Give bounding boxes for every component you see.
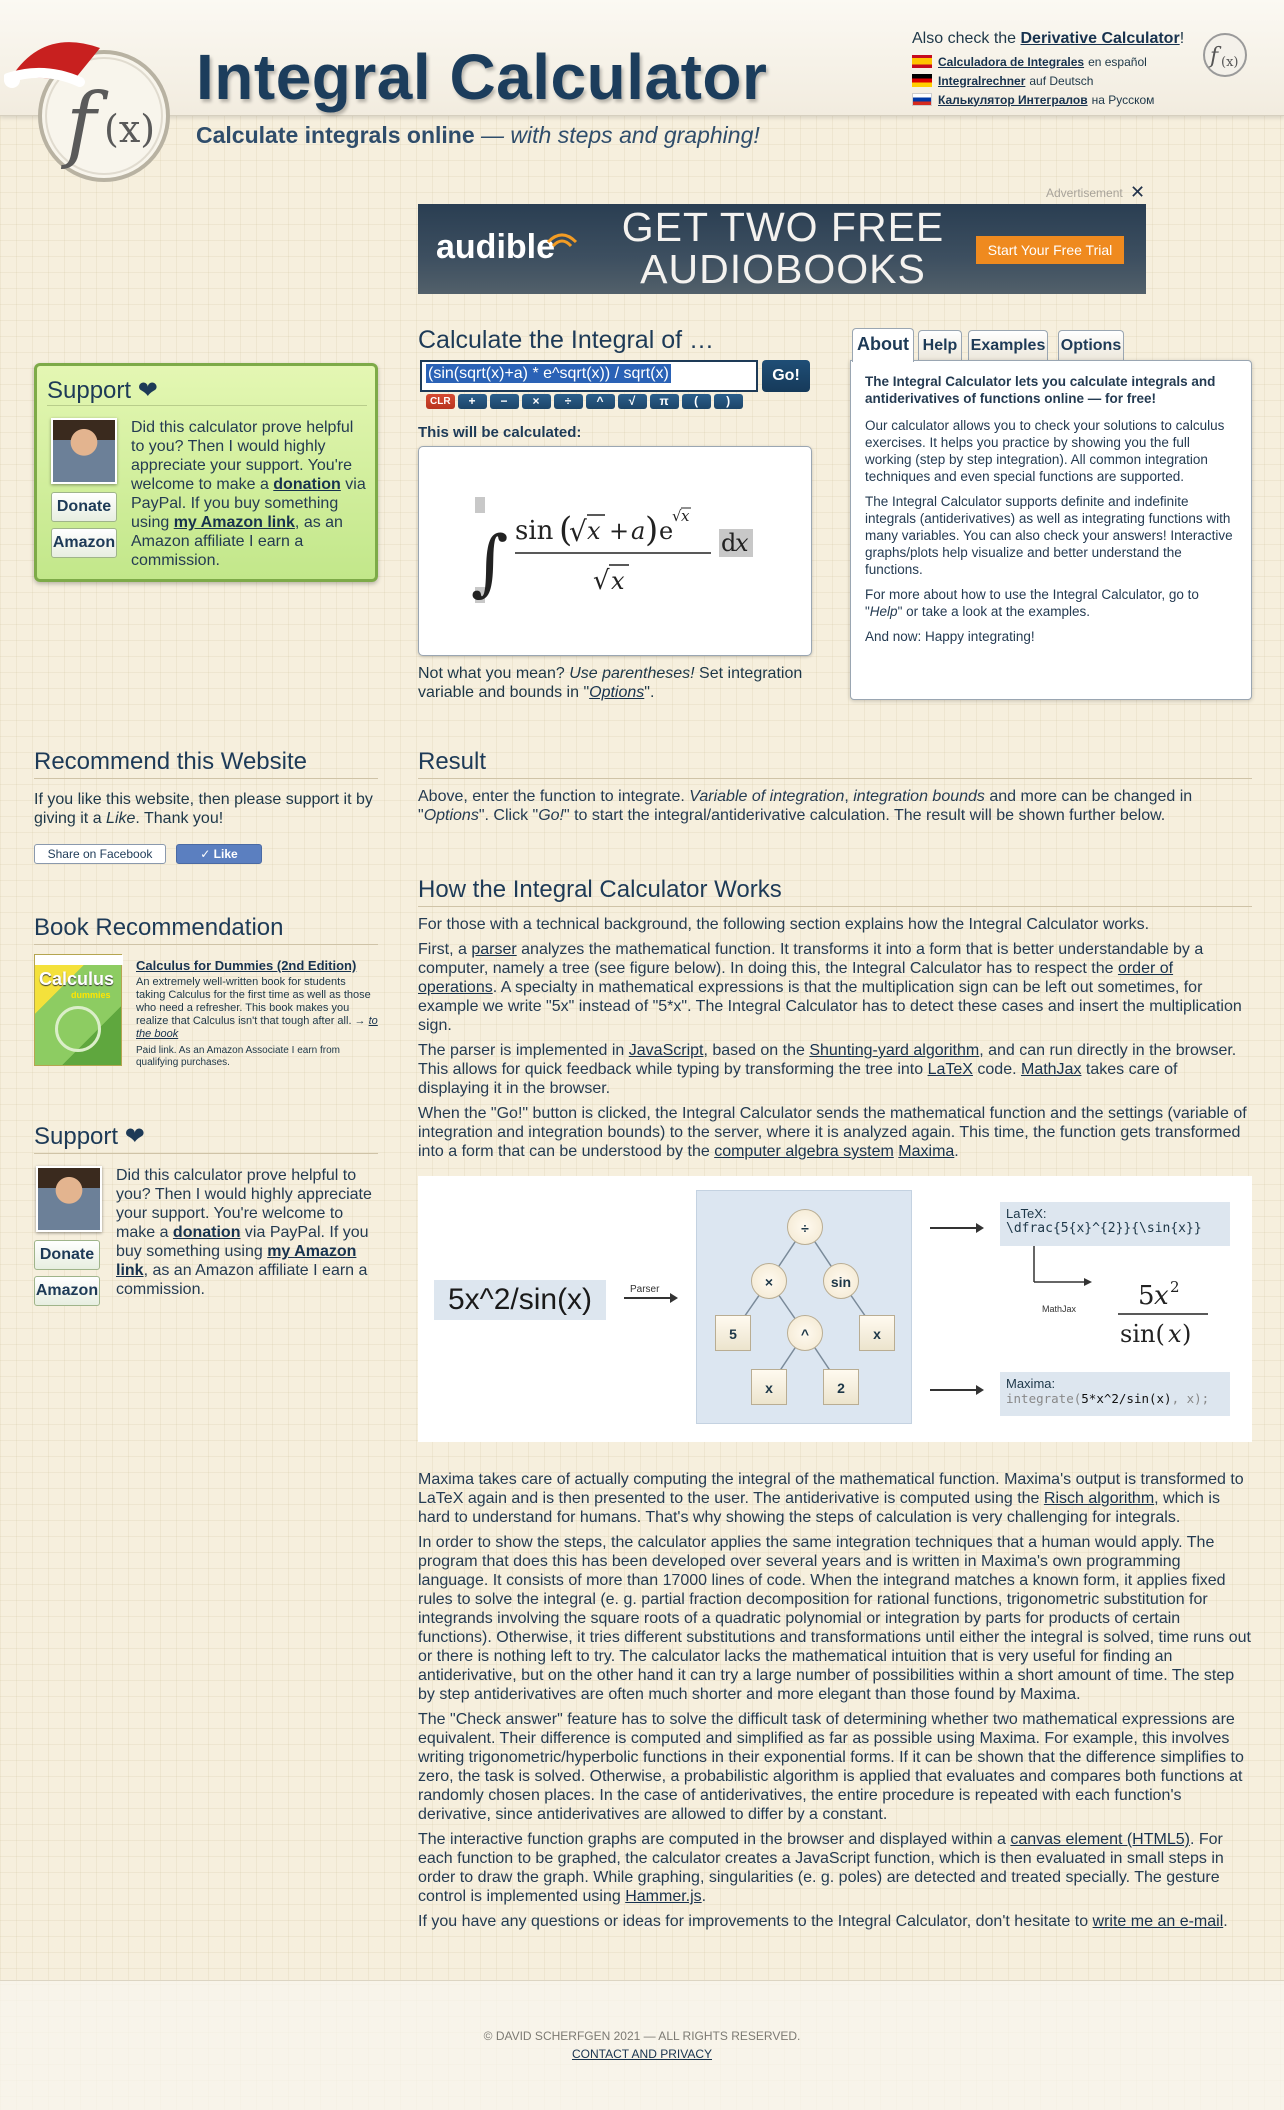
preview-note-2: Set integration variable and bounds in " bbox=[418, 665, 803, 701]
options-link[interactable]: Options bbox=[589, 684, 645, 701]
lang-suffix-russian: на Русском bbox=[1091, 92, 1155, 107]
svg-text:x: x bbox=[611, 567, 625, 595]
preview-note-1: Not what you mean? bbox=[418, 665, 570, 682]
tree-node-sin: sin bbox=[823, 1263, 859, 1299]
how-paragraph-7 bbox=[418, 1830, 1252, 1906]
tree-leaf-x: x bbox=[751, 1369, 787, 1405]
order-of-operations-link[interactable]: order of operations bbox=[418, 960, 1174, 996]
calculator-heading: Calculate the Integral of … bbox=[418, 326, 714, 354]
key-minus[interactable]: − bbox=[490, 394, 519, 409]
donate-button[interactable]: Donate bbox=[51, 492, 117, 522]
result-italic-2: integration bounds bbox=[853, 788, 985, 805]
book-description-text: An extremely well-written book for students taking Calculus for the first time as well as those who need a refresher. This book makes you realize that Calculus isn't that tough after all. → bbox=[136, 976, 371, 1027]
how-it-works-section bbox=[418, 876, 1252, 1167]
to-the-book-link[interactable]: to the book bbox=[136, 1015, 378, 1040]
book-cover-text: Calculus bbox=[39, 969, 115, 989]
maxima-code-expr: 5*x^2/sin(x) bbox=[1081, 1391, 1172, 1406]
svg-text:d: d bbox=[721, 529, 737, 557]
how-p7-b: . For each function to be graphed, the calculator creates a JavaScript function, which is then evaluated in small steps in order to draw the graph. While graphing, singularities (e. g. poles) are detected and treated specially. The gesture control is implemented using bbox=[418, 1831, 1224, 1905]
svg-text:2: 2 bbox=[1170, 1278, 1180, 1296]
how-p2-d: code. bbox=[972, 1061, 1021, 1078]
key-clear[interactable]: CLR bbox=[426, 394, 455, 409]
tree-leaf-x-sin: x bbox=[859, 1315, 895, 1351]
amazon-button[interactable]: Amazon bbox=[51, 528, 117, 558]
how-title: How the Integral Calculator Works bbox=[418, 876, 782, 903]
rendered-fraction bbox=[1112, 1276, 1212, 1350]
svg-text:sin(: sin( bbox=[1120, 1320, 1165, 1348]
donation-link-bottom[interactable]: donation bbox=[172, 1224, 241, 1241]
how-p3-c: . bbox=[954, 1143, 959, 1160]
svg-text:e: e bbox=[659, 517, 674, 545]
latex-box bbox=[1000, 1202, 1230, 1246]
svg-text:x: x bbox=[681, 507, 690, 525]
result-italic-3: Options bbox=[423, 807, 479, 824]
ad-cta-button[interactable]: Start Your Free Trial bbox=[976, 236, 1124, 264]
result-title-row bbox=[418, 748, 1252, 779]
amazon-link[interactable]: my Amazon link bbox=[173, 514, 295, 531]
syntax-tree-panel bbox=[696, 1190, 912, 1424]
mathjax-arrow-icon bbox=[1032, 1246, 1094, 1292]
book-title-row bbox=[34, 914, 378, 945]
ad-brand: audible bbox=[436, 228, 556, 266]
how-p1-a: First, a bbox=[418, 941, 472, 958]
language-box bbox=[912, 30, 1212, 109]
tree-leaf-5: 5 bbox=[715, 1315, 751, 1351]
derivative-calculator-link[interactable]: Derivative Calculator bbox=[1020, 30, 1180, 47]
svg-text:√: √ bbox=[569, 515, 587, 548]
result-text-2: , bbox=[844, 788, 854, 805]
parser-diagram bbox=[418, 1176, 1252, 1442]
risch-algorithm-link[interactable]: Risch algorithm bbox=[1043, 1490, 1155, 1507]
book-cover-sub: dummies bbox=[71, 990, 111, 1000]
svg-text:(: ( bbox=[559, 510, 573, 550]
svg-text:a: a bbox=[631, 517, 646, 545]
result-italic-4: Go! bbox=[538, 807, 564, 824]
result-text bbox=[418, 787, 1252, 825]
author-avatar bbox=[51, 418, 117, 484]
about-paragraph-1: Our calculator allows you to check your solutions to calculus exercises. It helps you practice by showing you the full working (step by step integration). All common integration techniques and even special functions are supported. bbox=[865, 418, 1225, 484]
how-p2-e: takes care of displaying it in the browser. bbox=[418, 1061, 1178, 1097]
key-close-paren[interactable]: ) bbox=[714, 394, 743, 409]
how-p3-a: When the "Go!" button is clicked, the Integral Calculator sends the mathematical function and the settings (variable of integration and integration bounds) to the server, where it is analyzed again. This time, the function gets transformed into a form that can be understood by the bbox=[418, 1105, 1247, 1160]
site-header bbox=[0, 0, 1284, 116]
book-section bbox=[34, 914, 378, 1084]
amazon-link-bottom[interactable]: my Amazon link bbox=[116, 1243, 357, 1279]
how-p2-b: , based on the bbox=[703, 1042, 810, 1059]
mathjax-label: MathJax bbox=[1042, 1304, 1077, 1314]
book-info bbox=[136, 958, 378, 1069]
canvas-element-link[interactable]: canvas element (HTML5) bbox=[1010, 1831, 1190, 1848]
key-times[interactable]: × bbox=[522, 394, 551, 409]
how-p8-a: If you have any questions or ideas for improvements to the Integral Calculator, don't hesitate to bbox=[418, 1913, 1093, 1930]
hammerjs-link[interactable]: Hammer.js bbox=[625, 1888, 702, 1905]
key-divide[interactable]: ÷ bbox=[554, 394, 583, 409]
facebook-like-button[interactable]: ✓ Like bbox=[176, 844, 262, 864]
how-paragraph-8 bbox=[418, 1912, 1252, 1931]
book-cover-image[interactable] bbox=[34, 954, 122, 1066]
diagram-parser-label: Parser bbox=[630, 1284, 660, 1295]
how-intro: For those with a technical background, the following section explains how the Integral Calculator works. bbox=[418, 916, 1150, 933]
preview-note-3: ". bbox=[644, 684, 655, 701]
copyright-text: © DAVID SCHERFGEN 2021 — ALL RIGHTS RESERVED. bbox=[483, 2029, 801, 2043]
parser-link[interactable]: parser bbox=[471, 941, 517, 958]
about-paragraph-2: The Integral Calculator supports definite and indefinite integrals (antiderivatives) as well as integrating functions with many variables. You can also check your answers! Interactive graphs/plots help visualize and better understand the functions. bbox=[865, 494, 1233, 577]
recommend-like-word: Like bbox=[106, 810, 136, 827]
svg-text:x: x bbox=[1154, 1281, 1169, 1311]
maxima-code bbox=[1006, 1391, 1224, 1406]
how-paragraph-5: In order to show the steps, the calculator applies the same integration techniques that a human would apply. The program that does this has been developed over several years and is written in Maxima's own programming language. It consists of more than 17000 lines of code. When the integrand matches a known form, it applies fixed rules to solve the integral (e. g. partial fraction decomposition for rational functions, trigonometric substitution for integrands involving the square roots of a quadratic polynomial or integration by parts for products of certain functions). Otherwise, it tries different substitutions and transformations until either the integral is solved, time runs out or there is nothing left to try. The calculator lacks the mathematical intuition that is very useful for finding an antiderivative, but on the other hand it can try a large number of possibilities within a short amount of time. The step by step antiderivatives are often much shorter and more elegant than those found by Maxima. bbox=[418, 1534, 1251, 1703]
go-button[interactable]: Go! bbox=[762, 360, 810, 392]
about-paragraph-3 bbox=[865, 586, 1237, 620]
site-footer bbox=[0, 1980, 1284, 2110]
tab-options[interactable]: Options bbox=[1058, 330, 1124, 360]
lang-link-russian[interactable]: Калькулятор Интегралов bbox=[938, 92, 1088, 107]
audible-wave-icon bbox=[546, 226, 578, 256]
how-p7-c: . bbox=[701, 1888, 707, 1905]
lang-suffix-german: auf Deutsch bbox=[1029, 73, 1094, 88]
result-section bbox=[418, 748, 1252, 831]
support-bottom-title: Support ❤ bbox=[34, 1123, 145, 1150]
result-text-1: Above, enter the function to integrate. bbox=[418, 788, 690, 805]
recommend-section bbox=[34, 748, 378, 878]
support-box-top bbox=[34, 363, 378, 582]
subtitle-bold: Calculate integrals online bbox=[196, 122, 475, 148]
support-bottom-text-3: , as an Amazon affiliate I earn a commission. bbox=[116, 1262, 368, 1298]
maxima-label: Maxima: bbox=[1006, 1376, 1056, 1391]
how-paragraph-4 bbox=[418, 1470, 1252, 1527]
key-pi[interactable]: π bbox=[650, 394, 679, 409]
svg-text:(x): (x) bbox=[104, 107, 156, 151]
svg-text:+: + bbox=[609, 517, 630, 545]
result-text-5: " to start the integral/antiderivative calculation. The result will be shown further below. bbox=[563, 807, 1166, 824]
how-p7-a: The interactive function graphs are computed in the browser and displayed within a bbox=[418, 1831, 1011, 1848]
also-check-prefix: Also check the bbox=[912, 30, 1021, 47]
svg-text:): ) bbox=[1182, 1320, 1192, 1348]
formula-preview bbox=[418, 446, 812, 656]
tree-node-divide: ÷ bbox=[787, 1209, 823, 1245]
integral-formula-render bbox=[419, 447, 813, 657]
lang-suffix-spanish: en español bbox=[1088, 54, 1147, 69]
email-link[interactable]: write me an e-mail bbox=[1092, 1913, 1224, 1930]
donation-link[interactable]: donation bbox=[273, 476, 341, 493]
result-text-3: and more can be changed in " bbox=[418, 788, 1193, 824]
will-calculate-label: This will be calculated: bbox=[418, 424, 582, 441]
svg-text:x: x bbox=[1168, 1320, 1182, 1348]
about-paragraph-4: And now: Happy integrating! bbox=[865, 629, 1035, 644]
lang-row-russian bbox=[912, 90, 1212, 109]
support-top-text-2: via PayPal. If you buy something using bbox=[131, 476, 366, 531]
ad-headline bbox=[618, 206, 948, 290]
also-check-text bbox=[912, 30, 1212, 48]
how-p1-c: . A specialty in mathematical expressions is that the multiplication sign can be left out sometimes, for example we write "5x" instead of "5*x". The Integral Calculator has to detect these cases and insert the multiplication sign. bbox=[418, 979, 1242, 1034]
recommend-title: Recommend this Website bbox=[34, 748, 307, 775]
lang-row-spanish bbox=[912, 52, 1212, 71]
ad-headline-line-1: GET TWO FREE bbox=[621, 204, 945, 250]
subtitle-italic: — with steps and graphing! bbox=[481, 122, 760, 148]
mathjax-link[interactable]: MathJax bbox=[1020, 1061, 1082, 1078]
lang-link-german[interactable]: Integralrechner bbox=[938, 73, 1026, 88]
parser-arrow-icon bbox=[622, 1290, 678, 1306]
recommend-text-b: . Thank you! bbox=[135, 810, 224, 827]
book-title: Book Recommendation bbox=[34, 914, 284, 941]
lang-row-german bbox=[912, 71, 1212, 90]
support-bottom-text-2: via PayPal. If you buy something using bbox=[116, 1224, 369, 1260]
svg-text:5: 5 bbox=[1138, 1281, 1155, 1311]
support-bottom-title-row bbox=[34, 1122, 378, 1154]
amazon-button-bottom[interactable]: Amazon bbox=[34, 1276, 100, 1306]
how-paragraph-3 bbox=[418, 1104, 1252, 1161]
ad-close-icon[interactable]: ✕ bbox=[1130, 182, 1146, 202]
svg-text:(x): (x) bbox=[1221, 55, 1239, 70]
latex-label: LaTeX: bbox=[1006, 1206, 1047, 1221]
math-keypad bbox=[426, 394, 743, 409]
site-logo-icon[interactable] bbox=[4, 28, 176, 188]
support-top-title: Support ❤ bbox=[47, 377, 158, 404]
maxima-box bbox=[1000, 1372, 1230, 1416]
latex-arrow-icon bbox=[928, 1220, 986, 1236]
ad-banner[interactable] bbox=[418, 204, 1146, 294]
spain-flag-icon bbox=[912, 55, 932, 68]
how-p4-b: , which is hard to understand for humans. That's why showing the steps of calculation is very challenging for integrals. bbox=[418, 1490, 1220, 1526]
author-avatar-bottom bbox=[36, 1166, 102, 1232]
ad-headline-line-2: AUDIOBOOKS bbox=[640, 246, 926, 292]
lang-link-spanish[interactable]: Calculadora de Integrales bbox=[938, 54, 1085, 69]
recommend-text-a: If you like this website, then please support it by giving it a bbox=[34, 791, 373, 827]
svg-text:√: √ bbox=[593, 566, 610, 596]
support-top-text bbox=[131, 418, 367, 570]
tab-examples[interactable]: Examples bbox=[968, 330, 1048, 360]
germany-flag-icon bbox=[912, 74, 932, 87]
book-description bbox=[136, 976, 378, 1041]
about-help-mention: Help bbox=[869, 604, 898, 619]
support-top-text-3: , as an Amazon affiliate I earn a commission. bbox=[131, 514, 343, 569]
maxima-link[interactable]: Maxima bbox=[898, 1143, 955, 1160]
contact-privacy-link[interactable]: CONTACT AND PRIVACY bbox=[571, 2047, 713, 2061]
svg-text:√: √ bbox=[672, 507, 682, 525]
svg-text:): ) bbox=[645, 510, 659, 550]
svg-text:∫: ∫ bbox=[471, 520, 509, 604]
facebook-share-button[interactable]: Share on Facebook bbox=[34, 844, 166, 864]
contact-privacy-container bbox=[0, 2047, 1284, 2061]
recommend-text bbox=[34, 790, 378, 828]
maxima-code-fn: integrate( bbox=[1006, 1391, 1082, 1406]
book-title-link[interactable]: Calculus for Dummies (2nd Edition) bbox=[136, 958, 357, 973]
affiliate-note: Paid link. As an Amazon Associate I earn from qualifying purchases. bbox=[136, 1045, 340, 1068]
advertisement-label: Advertisement bbox=[1046, 186, 1123, 200]
key-power[interactable]: ^ bbox=[586, 394, 615, 409]
russia-flag-icon bbox=[912, 93, 932, 106]
tree-node-power: ^ bbox=[787, 1315, 823, 1351]
support-top-title-row bbox=[47, 376, 367, 406]
maxima-code-rest: , x); bbox=[1171, 1391, 1210, 1406]
support-bottom-text-1: Did this calculator prove helpful to you? Then I would highly appreciate your support. You're welcome to make a bbox=[116, 1167, 372, 1241]
about-panel bbox=[850, 360, 1252, 700]
how-paragraph-1 bbox=[418, 940, 1252, 1035]
site-subtitle bbox=[196, 122, 760, 149]
about-p3-a: For more about how to use the Integral Calculator, go to " bbox=[865, 587, 1199, 619]
fx-logo-small-icon[interactable] bbox=[1202, 32, 1248, 78]
support-bottom-text bbox=[116, 1166, 378, 1299]
how-paragraph-6: The "Check answer" feature has to solve the difficult task of determining whether two mathematical expressions are equivalent. Their difference is computed and simplified as far as possible using Maxima. For example, this involves writing trigonometric/hyperbolic functions in their exponential forms. If it can be shown that the difference simplifies to zero, the task is solved. Otherwise, a probabilistic algorithm is applied that evaluates and compares both functions at randomly chosen places. In the case of antiderivatives, the entire procedure is repeated with each function's derivative, since antiderivatives are allowed to differ by a constant. bbox=[418, 1711, 1244, 1823]
cas-link[interactable]: computer algebra system bbox=[714, 1143, 894, 1160]
key-plus[interactable]: + bbox=[458, 394, 487, 409]
svg-text:f: f bbox=[66, 77, 97, 172]
preview-note bbox=[418, 664, 818, 702]
support-section-bottom bbox=[34, 1122, 378, 1322]
latex-code: \dfrac{5{x}^{2}}{\sin{x}} bbox=[1006, 1221, 1202, 1236]
svg-text:sin: sin bbox=[515, 516, 554, 546]
svg-text:x: x bbox=[587, 517, 601, 545]
tree-node-times: × bbox=[751, 1263, 787, 1299]
how-p1-b: analyzes the mathematical function. It transforms it into a form that is better understandable by a computer, namely a tree (see figure below). In doing this, the Integral Calculator has to respect the bbox=[418, 941, 1204, 977]
svg-text:f: f bbox=[1210, 44, 1219, 69]
result-text-4: ". Click " bbox=[478, 807, 539, 824]
how-p4-a: Maxima takes care of actually computing the integral of the mathematical function. Maxima's output is transformed to LaTeX again and is then presented to the user. The antiderivative is computed using the bbox=[418, 1471, 1244, 1507]
maxima-arrow-icon bbox=[928, 1382, 986, 1398]
about-lead: The Integral Calculator lets you calculate integrals and antiderivatives of functions online — for free! bbox=[865, 374, 1216, 406]
how-paragraph-2 bbox=[418, 1041, 1252, 1098]
key-open-paren[interactable]: ( bbox=[682, 394, 711, 409]
diagram-input-expression: 5x^2/sin(x) bbox=[434, 1280, 606, 1320]
tab-about[interactable]: About bbox=[852, 328, 914, 362]
javascript-link[interactable]: JavaScript bbox=[628, 1042, 704, 1059]
tree-leaf-2: 2 bbox=[823, 1369, 859, 1405]
result-italic-1: Variable of integration bbox=[689, 788, 845, 805]
latex-link[interactable]: LaTeX bbox=[927, 1061, 973, 1078]
support-top-text-1: Did this calculator prove helpful to you? Then I would highly appreciate your support. You're welcome to make a bbox=[131, 419, 354, 493]
key-sqrt[interactable]: √ bbox=[618, 394, 647, 409]
shunting-yard-link[interactable]: Shunting-yard algorithm bbox=[809, 1042, 980, 1059]
how-it-works-continued bbox=[418, 1470, 1252, 1937]
function-input-value: (sin(sqrt(x)+a) * e^sqrt(x)) / sqrt(x) bbox=[428, 365, 669, 382]
site-title: Integral Calculator bbox=[196, 41, 768, 113]
how-p2-c: , and can run directly in the browser. This allows for quick feedback while typing by transforming the tree into bbox=[418, 1042, 1237, 1078]
function-input[interactable] bbox=[420, 360, 758, 392]
preview-note-italic: Use parentheses! bbox=[569, 665, 695, 682]
about-p3-b: " or take a look at the examples. bbox=[897, 604, 1090, 619]
svg-text:x: x bbox=[735, 529, 749, 557]
tab-help[interactable]: Help bbox=[918, 330, 962, 360]
result-title: Result bbox=[418, 748, 487, 775]
how-p8-b: . bbox=[1223, 1913, 1228, 1930]
how-p2-a: The parser is implemented in bbox=[418, 1042, 629, 1059]
donate-button-bottom[interactable]: Donate bbox=[34, 1240, 100, 1270]
also-check-suffix: ! bbox=[1179, 30, 1185, 47]
how-title-row bbox=[418, 876, 1252, 907]
recommend-title-row bbox=[34, 748, 378, 779]
